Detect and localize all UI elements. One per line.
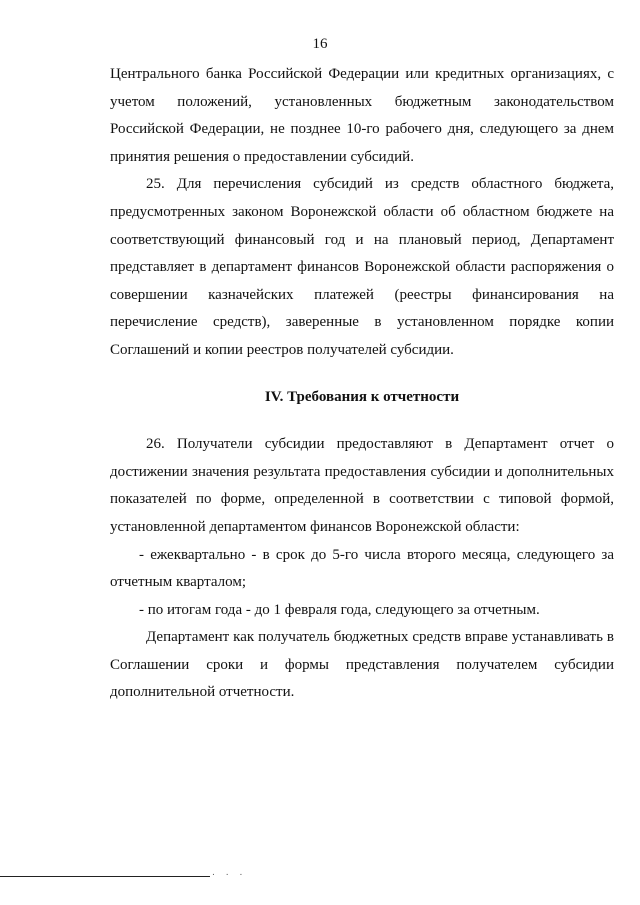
paragraph-25: 25. Для перечисления субсидий из средств областного бюджета, предусмотренных законом Воронежской области об областном бюджете на соответствующий финансовый год и на плановый период, Департамент представляет в департамент финансов Воронежской области распоряжения о совершении казначейских платежей (реестры финансирования на перечисление средств), заверенные в установленном порядке копии Соглашений и копии реестров получателей субсидии. (110, 176, 614, 358)
page-number: 16 (312, 36, 328, 52)
footer-marks: . . . (212, 868, 247, 878)
section-heading: IV. Требования к отчетности (264, 388, 460, 405)
list-item-yearly: - по итогам года - до 1 февраля года, следующего за отчетным. (139, 601, 540, 618)
list-item-quarterly: - ежеквартально - в срок до 5-го числа второго месяца, следующего за отчетным кварталом; (110, 546, 614, 591)
paragraph-26: 26. Получатели субсидии предоставляют в Департамент отчет о достижении значения результата предоставления субсидии и дополнительных показателей по форме, определенной в соответствии с типовой формой, установленной департаментом финансов Воронежской области: (110, 436, 614, 535)
document-body (110, 61, 614, 707)
paragraph-continuation: Центрального банка Российской Федерации или кредитных организациях, с учетом положений, установленных бюджетным законодательством Российской Федерации, не позднее 10-го рабочего дня, следующего за днем принятия решения о предоставлении субсидий. (110, 66, 614, 165)
paragraph-department: Департамент как получатель бюджетных средств вправе устанавливать в Соглашении сроки и формы представления получателем субсидии дополнительной отчетности. (110, 629, 614, 701)
footer-rule (0, 876, 210, 877)
